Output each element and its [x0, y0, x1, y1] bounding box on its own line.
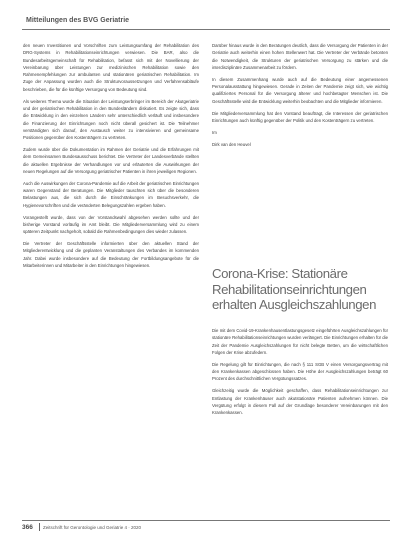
left-column — [23, 42, 199, 522]
journal-name: Zeitschrift für Gerontologie und Geriatrie 4 · 2020 — [43, 525, 142, 530]
section-header: Mitteilungen des BVG Geriatrie — [26, 17, 130, 24]
body-paragraph: Auch die Auswirkungen der Corona-Pandemie auf die Arbeit der geriatrischen Einrichtungen waren Gegenstand der Beratungen. Die Mitglieder tauschten sich über die besonderen Belastungen aus, die sich durch die Einschränkungen im Besuchsverkehr, die Hygienevorschriften und die veränderten Belegungszahlen ergeben haben. — [23, 180, 199, 208]
body-paragraph: Vorangestellt wurde, dass von der Vorstandswahl abgesehen werden sollte und der bisherige Vorstand vorläufig im Amt bleibt. Die Mitgliederversammlung wird zu einem späteren Zeitpunkt nachgeholt, sobald die Rahmenbedingungen dies wieder zulassen. — [23, 214, 199, 235]
body-paragraph: den neuen Investitionen und Vorschriften zum Leistungsumfang der Rehabilitation des DRG-Systems in Rehabilitationseinrichtungen verwiesen. Die BAR, also die Bundesarbeitsgemeinschaft für Rehabilitation, befasst sich mit der Novellierung der Vereinbarung über Leistungen zur medizinischen Rehabilitation sowie den Rahmenempfehlungen zur ambulanten und stationären geriatrischen Rehabilitation. Im Zuge der Anpassung wurden auch die Strukturvoraussetzungen und Verfahrensabläufe beschrieben, die für die künftige Versorgung von Bedeutung sind. — [23, 43, 199, 92]
page-footer — [22, 520, 390, 533]
body-paragraph: Die mit dem Covid-19-Krankenhausentlastungsgesetz eingeführten Ausgleichszahlungen für stationäre Rehabilitationseinrichtungen wurden verlängert. Die Einrichtungen erhalten für die Zeit der Pandemie Ausgleichszahlungen für nicht belegte Betten, um die wirtschaftlichen Folgen der Krise abzufedern. — [212, 328, 388, 355]
article-title: Corona-Krise: Stationäre Rehabilitationseinrichtungen erhalten Ausgleichszahlungen — [212, 266, 377, 313]
body-paragraph: Darüber hinaus wurde in den Beratungen deutlich, dass die Versorgung der Patienten in der Geriatrie auch weiterhin einen hohen Stellenwert hat. Die Vertreter der Verbände betonten die Notwendigkeit, die Strukturen der geriatrischen Versorgung zu stärken und die interdisziplinäre Zusammenarbeit zu fördern. — [212, 43, 388, 70]
page-header — [22, 14, 390, 30]
footer-divider — [39, 523, 40, 531]
body-paragraph: Zudem wurde über die Dokumentation im Rahmen der Geriatrie und die Erfahrungen mit dem Gemeinsamen Bundesausschuss berichtet. Die Vertreter der Landesverbände stellten die aktuellen Ergebnisse der Verhandlungen vor und erläuterten die Auswirkungen der neuen Regelungen auf die Versorgung geriatrischer Patienten in ihren jeweiligen Regionen. — [23, 147, 199, 174]
body-paragraph: Die Regelung gilt für Einrichtungen, die nach § 111 SGB V einen Versorgungsvertrag mit den Krankenkassen abgeschlossen haben. Die Höhe der Ausgleichszahlungen beträgt 60 Prozent des durchschnittlichen Vergütungssatzes. — [212, 361, 388, 382]
body-paragraph: Als weiteres Thema wurde die Situation der Leistungserbringer im Bereich der Akutgeriatrie und der geriatrischen Rehabilitation in den Bundesländern diskutiert. Es zeigte sich, dass die Entwicklung in den einzelnen Ländern sehr unterschiedlich verläuft und insbesondere die Finanzierung der Einrichtungen noch nicht überall gesichert ist. Die Teilnehmer verständigten sich darauf, den Austausch weiter zu intensivieren und gemeinsame Positionen gegenüber den Kostenträgern zu vertreten. — [23, 98, 199, 141]
body-paragraph: In diesem Zusammenhang wurde auch auf die Bedeutung einer angemessenen Personalausstattung hingewiesen. Gerade in Zeiten der Pandemie zeigt sich, wie wichtig qualifiziertes Personal für die Versorgung älterer und hochbetagter Menschen ist. Die Geschäftsstelle wird die Entwicklung weiterhin beobachten und die Mitglieder informieren. — [212, 76, 388, 104]
body-paragraph: Gleichzeitig wurde die Möglichkeit geschaffen, dass Rehabilitationseinrichtungen zur Entlastung der Krankenhäuser auch akutstationäre Patienten aufnehmen können. Die Vergütung erfolgt in diesem Fall auf der Grundlage besonderer Vereinbarungen mit den Krankenkassen. — [212, 388, 388, 416]
author-name: Dirk van den Heuvel — [212, 141, 251, 147]
body-paragraph: Die Vertreter der Geschäftsstelle informierten über den aktuellen Stand der Mitgliederentwicklung und die geplanten Veranstaltungen des Verbandes im kommenden Jahr. Dabei wurde insbesondere auf die Bedeutung der Fortbildungsangebote für die Mitarbeiterinnen und Mitarbeiter in den Einrichtungen hingewiesen. — [23, 241, 199, 268]
body-paragraph: Die Mitgliederversammlung hat den Vorstand beauftragt, die Interessen der geriatrischen Einrichtungen auch künftig gegenüber der Politik und den Kostenträgern zu vertreten. — [212, 110, 388, 123]
right-column — [212, 42, 388, 267]
signature-initials: Im — [212, 129, 217, 135]
page-number: 366 — [22, 524, 33, 531]
article-body — [212, 327, 388, 527]
